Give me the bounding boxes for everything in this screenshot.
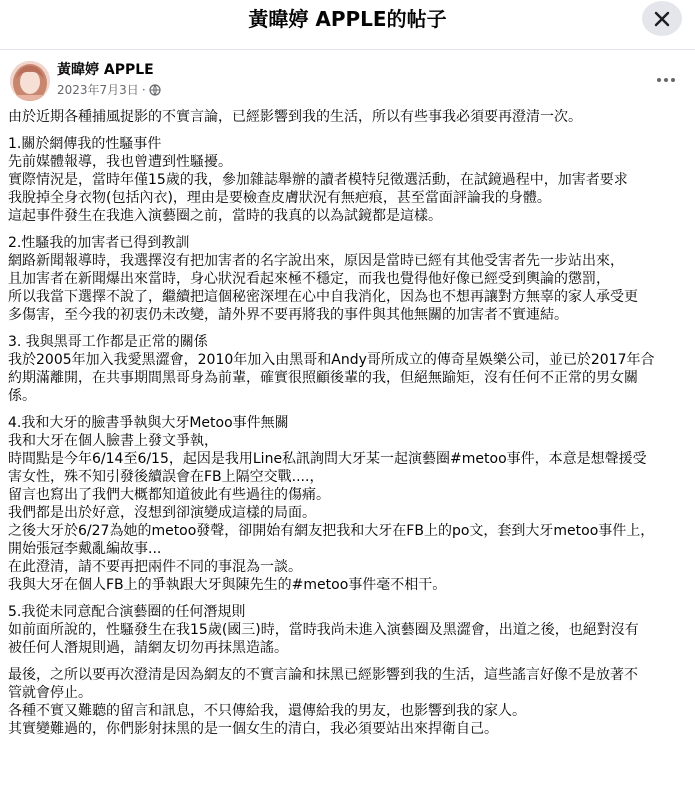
paragraph-gap [8, 324, 688, 333]
paragraph-gap [8, 405, 688, 414]
post-text-line: 多傷害，至今我的初衷仍未改變，請外界不要再將我的事件與其他無關的加害者不實連結。 [8, 307, 568, 323]
post-text-line: 所以我當下選擇不說了，繼續把這個秘密深埋在心中自我消化，因為也不想再讓對方無辜的家人承受更 [8, 289, 638, 305]
section-heading: 1.關於網傳我的性騷事件 [8, 136, 162, 152]
post-header [0, 58, 695, 102]
post-text-line: 之後大牙於6/27為她的metoo發聲，卻開始有網友把我和大牙在FB上的po文，套到大牙metoo事件上， [8, 523, 655, 539]
post-body [8, 108, 688, 738]
post-text-line: 如前面所說的，性騷發生在我15歲(國三)時，當時我尚未進入演藝圈及黑澀會，出道之後，也絕對沒有 [8, 622, 639, 638]
post-text-line: 先前媒體報導，我也曾遭到性騷擾。 [8, 154, 232, 170]
post-date[interactable]: 2023年7月3日 [57, 83, 139, 97]
meta-separator: · [141, 83, 146, 97]
post-text-line: 留言也寫出了我們大概都知道彼此有些過往的傷痛。 [8, 487, 330, 503]
section-heading: 4.我和大牙的臉書爭執與大牙Metoo事件無關 [8, 415, 289, 431]
post-text-line: 我們都是出於好意，沒想到卻演變成這樣的局面。 [8, 505, 316, 521]
profile-photo-icon [10, 61, 50, 101]
post-text-line: 時間點是今年6/14至6/15，起因是我用Line私訊詢問大牙某一起演藝圈#metoo事件，本意是想聲援受 [8, 451, 647, 467]
post-text-line: 係。 [8, 388, 36, 404]
post-text-line: 我與大牙在個人FB上的爭執跟大牙與陳先生的#metoo事件毫不相干。 [8, 577, 447, 593]
dialog-title: 黃暐婷 APPLE的帖子 [248, 7, 447, 31]
post-text-line: 約期滿離開，在共事期間黑哥身為前輩，確實很照顧後輩的我，但絕無踰矩，沒有任何不正常的男女關 [8, 370, 638, 386]
globe-icon [149, 84, 161, 96]
paragraph-gap [8, 126, 688, 135]
post-meta [57, 82, 161, 98]
post-text-line: 這起事件發生在我進入演藝圈之前，當時的我真的以為試鏡都是這樣。 [8, 208, 442, 224]
post-text-line: 被任何人潛規則過，請網友切勿再抹黑造謠。 [8, 640, 288, 656]
dialog-header [0, 0, 695, 50]
post-text-line: 實際情況是，當時年僅15歲的我，參加雜誌舉辦的讀者模特兒徵選活動，在試鏡過程中，加害者要求 [8, 172, 628, 188]
section-heading: 3. 我與黑哥工作都是正常的關係 [8, 334, 208, 350]
post-text-line: 網路新聞報導時，我選擇沒有把加害者的名字說出來，原因是當時已經有其他受害者先一步站出來， [8, 253, 624, 269]
post-text-line: 各種不實又難聽的留言和訊息，不只傳給我，還傳給我的男友，也影響到我的家人。 [8, 703, 526, 719]
post-text-line: 最後，之所以要再次澄清是因為網友的不實言論和抹黑已經影響到我的生活，這些謠言好像不是放著不 [8, 667, 638, 683]
post-text-line: 我和大牙在個人臉書上發文爭執， [8, 433, 218, 449]
section-heading: 5.我從未同意配合演藝圈的任何潛規則 [8, 604, 246, 620]
post-text-line: 在此澄清，請不要再把兩件不同的事混為一談。 [8, 559, 302, 575]
more-horizontal-icon [656, 77, 676, 83]
post-text-line: 開始張冠李戴亂編故事... [8, 541, 162, 557]
post-text-line: 害女性，殊不知引發後續誤會在FB上隔空交戰....， [8, 469, 324, 485]
author-name[interactable]: 黃暐婷 APPLE [57, 62, 154, 78]
post-text-line: 且加害者在新聞爆出來當時，身心狀況看起來極不穩定，而我也覺得他好像已經受到輿論的懲罰， [8, 271, 610, 287]
post-text-line: 我於2005年加入我愛黑澀會，2010年加入由黑哥和Andy哥所成立的傳奇星娛樂公司，並已於2017年合 [8, 352, 655, 368]
post-text-line: 我脫掉全身衣物(包括內衣)，理由是要檢查皮膚狀況有無疤痕，甚至當面評論我的身體。 [8, 190, 551, 206]
paragraph-gap [8, 594, 688, 603]
paragraph-gap [8, 657, 688, 666]
post-text-line: 由於近期各種捕風捉影的不實言論，已經影響到我的生活，所以有些事我必須要再澄清一次。 [8, 109, 582, 125]
post-text-line: 其實變難過的，你們影射抹黑的是一個女生的清白，我必須要站出來捍衛自己。 [8, 721, 498, 737]
paragraph-gap [8, 225, 688, 234]
post-text-line: 管就會停止。 [8, 685, 92, 701]
close-button[interactable] [642, 1, 682, 36]
more-options-button[interactable] [650, 66, 682, 94]
close-icon [652, 9, 672, 29]
avatar[interactable] [10, 61, 50, 101]
section-heading: 2.性騷我的加害者已得到教訓 [8, 235, 190, 251]
